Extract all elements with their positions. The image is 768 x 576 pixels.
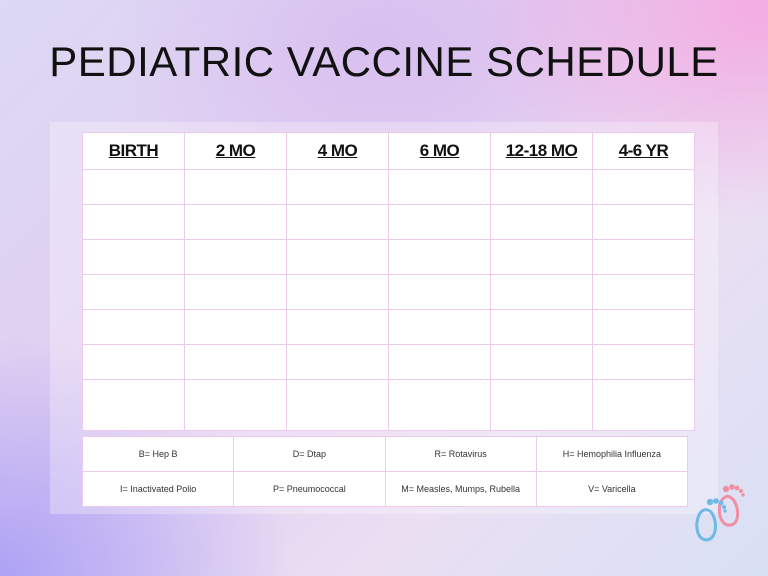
table-cell [83, 310, 185, 345]
table-cell [287, 380, 389, 431]
page-title: PEDIATRIC VACCINE SCHEDULE [49, 38, 719, 85]
table-row [83, 345, 695, 380]
table-cell [287, 275, 389, 310]
table-row [83, 240, 695, 275]
table-cell [185, 205, 287, 240]
table-cell [491, 310, 593, 345]
table-cell [491, 170, 593, 205]
table-cell [593, 310, 695, 345]
table-row [83, 380, 695, 431]
table-cell [83, 380, 185, 431]
table-cell [287, 205, 389, 240]
table-cell [389, 170, 491, 205]
column-header-12-18-mo: 12-18 MO [491, 133, 593, 170]
table-cell [287, 170, 389, 205]
legend-item-mmr: M= Measles, Mumps, Rubella [385, 472, 536, 507]
table-cell [185, 240, 287, 275]
table-cell [389, 310, 491, 345]
table-cell [491, 380, 593, 431]
table-cell [593, 205, 695, 240]
table-cell [287, 310, 389, 345]
column-header-birth: BIRTH [83, 133, 185, 170]
baby-feet-icon [690, 480, 750, 546]
table-cell [491, 275, 593, 310]
table-cell [83, 170, 185, 205]
column-header-2-mo: 2 MO [185, 133, 287, 170]
table-cell [83, 345, 185, 380]
table-cell [389, 275, 491, 310]
header-row [83, 133, 695, 170]
table-cell [287, 345, 389, 380]
legend-item-inactivated-polio: I= Inactivated Polio [83, 472, 234, 507]
table-cell [83, 205, 185, 240]
table-cell [593, 170, 695, 205]
table-cell [389, 240, 491, 275]
table-cell [491, 240, 593, 275]
legend-row [83, 437, 688, 472]
table-cell [593, 345, 695, 380]
table-cell [185, 380, 287, 431]
column-header-6-mo: 6 MO [389, 133, 491, 170]
table-row [83, 170, 695, 205]
table-cell [389, 205, 491, 240]
column-header-4-6-yr: 4-6 YR [593, 133, 695, 170]
legend-item-hemophilia-influenza: H= Hemophilia Influenza [536, 437, 687, 472]
legend-item-varicella: V= Varicella [536, 472, 687, 507]
legend-table [82, 436, 688, 507]
table-cell [185, 170, 287, 205]
table-cell [593, 240, 695, 275]
table-cell [491, 205, 593, 240]
table-cell [491, 345, 593, 380]
legend-item-pneumococcal: P= Pneumococcal [234, 472, 385, 507]
table-cell [185, 310, 287, 345]
table-cell [287, 240, 389, 275]
table-cell [389, 380, 491, 431]
table-row [83, 205, 695, 240]
legend-item-rotavirus: R= Rotavirus [385, 437, 536, 472]
table-cell [185, 275, 287, 310]
table-cell [185, 345, 287, 380]
table-cell [593, 380, 695, 431]
legend-item-hep-b: B= Hep B [83, 437, 234, 472]
table-cell [83, 275, 185, 310]
table-cell [83, 240, 185, 275]
table-row [83, 275, 695, 310]
column-header-4-mo: 4 MO [287, 133, 389, 170]
table-cell [389, 345, 491, 380]
table-row [83, 310, 695, 345]
schedule-table [82, 132, 695, 431]
legend-row [83, 472, 688, 507]
table-cell [593, 275, 695, 310]
legend-item-dtap: D= Dtap [234, 437, 385, 472]
